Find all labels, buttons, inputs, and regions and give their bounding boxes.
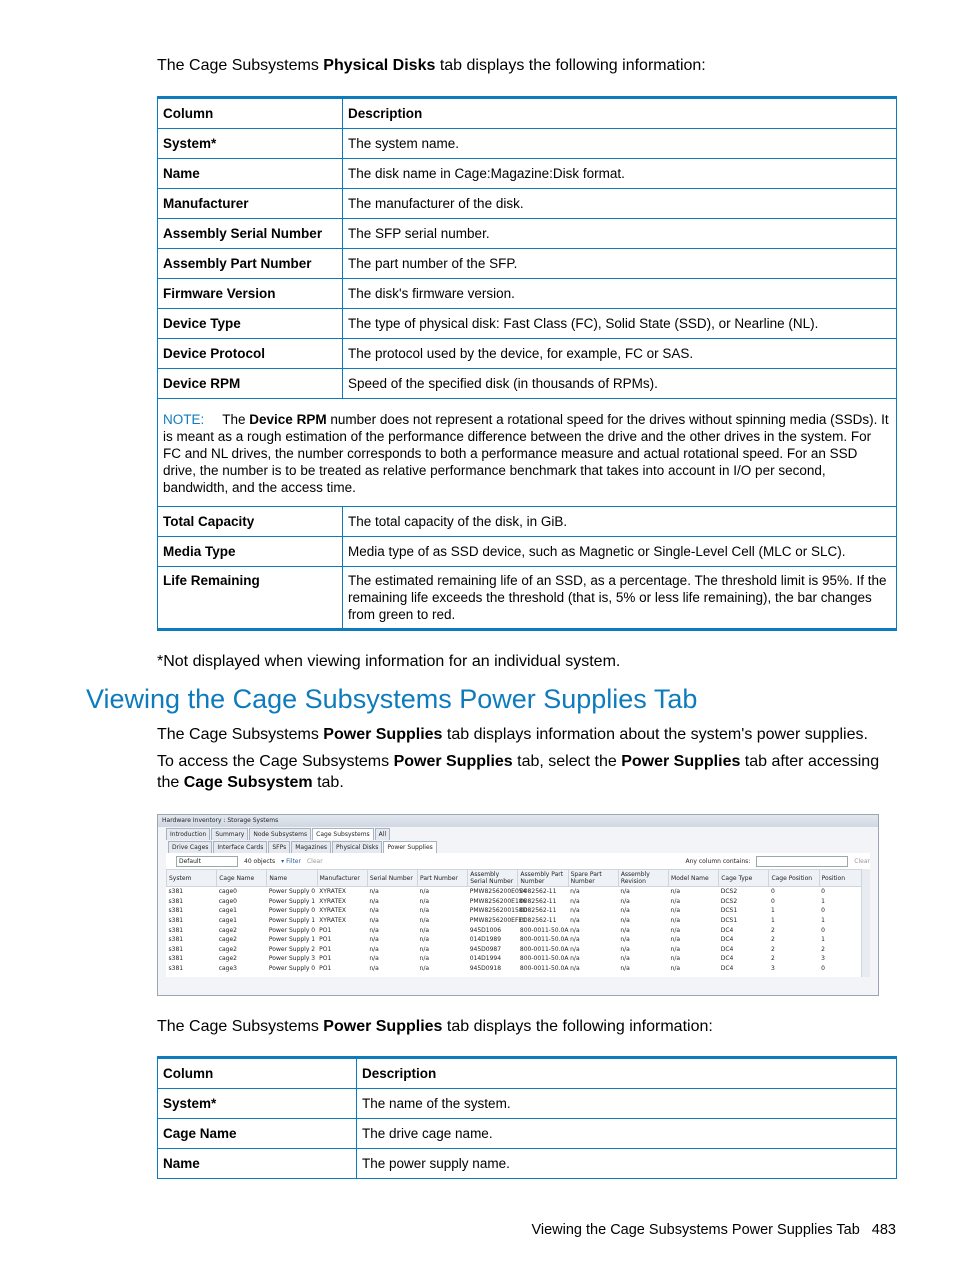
row-column: Media Type <box>158 537 343 567</box>
grid-cell: cage1 <box>218 917 237 925</box>
grid-cell: Power Supply 2 <box>268 945 316 953</box>
grid-cell: n/a <box>570 965 580 973</box>
row-description: The system name. <box>343 129 897 159</box>
grid-row[interactable] <box>167 935 870 945</box>
table-row <box>158 369 897 399</box>
grid-cell: PO1 <box>319 936 332 944</box>
grid-cell: n/a <box>570 955 580 963</box>
grid-cell: 0 <box>821 926 825 934</box>
search-group <box>686 856 870 867</box>
grid-cell: 014D1989 <box>469 936 502 944</box>
grid-cell: 0 <box>770 897 775 905</box>
clear-button[interactable]: Clear <box>306 857 323 865</box>
header-description: Description <box>343 98 897 129</box>
table-row <box>158 507 897 537</box>
para-bold: Power Supplies <box>323 726 443 743</box>
row-column: Assembly Part Number <box>158 249 343 279</box>
grid-cell: DCS2 <box>720 897 738 905</box>
grid-cell: 3 <box>770 965 775 973</box>
grid-cell: n/a <box>419 907 430 915</box>
grid-cell: 800-0011-50.0A <box>519 936 569 944</box>
grid-cell: DC4 <box>720 955 734 963</box>
grid-cell: XYRATEX <box>319 917 347 925</box>
table-row <box>158 1149 897 1179</box>
row-column: Assembly Serial Number <box>158 219 343 249</box>
clear-search-button[interactable]: Clear <box>854 857 870 865</box>
grid-cell: n/a <box>570 917 580 925</box>
grid-header-row <box>167 870 870 887</box>
table-row <box>158 309 897 339</box>
grid-cell: n/a <box>419 926 430 934</box>
row-description: The part number of the SFP. <box>343 249 897 279</box>
grid-cell: s381 <box>168 945 184 953</box>
table-row <box>158 129 897 159</box>
grid-cell: n/a <box>670 955 681 963</box>
page-number: 483 <box>871 1222 896 1238</box>
row-description: The manufacturer of the disk. <box>343 189 897 219</box>
grid-cell: Power Supply 0 <box>268 907 316 915</box>
grid-cell: s381 <box>168 907 184 915</box>
tab-interface-cards[interactable]: Interface Cards <box>213 841 267 853</box>
paragraph-access <box>157 751 897 793</box>
row-description: The disk's firmware version. <box>343 279 897 309</box>
view-select[interactable]: Default <box>176 856 238 867</box>
row-column: Life Remaining <box>158 567 343 630</box>
grid-cell: n/a <box>419 936 430 944</box>
grid-cell: n/a <box>369 965 379 973</box>
grid-column-header[interactable]: Cage Name <box>217 870 267 887</box>
intro-text: The Cage Subsystems <box>157 57 324 74</box>
grid-cell: DC4 <box>720 936 734 944</box>
row-column: Name <box>158 159 343 189</box>
row-description: The SFP serial number. <box>343 219 897 249</box>
grid-cell: cage3 <box>218 965 237 973</box>
row-description: The power supply name. <box>357 1149 897 1179</box>
screenshot-grid <box>166 869 870 977</box>
tab-summary[interactable]: Summary <box>211 828 248 840</box>
tab-drive-cages[interactable]: Drive Cages <box>168 841 212 853</box>
row-description: The estimated remaining life of an SSD, as a percentage. The threshold limit is 95%. If the remaining life exceeds the threshold (that is, 5% or less life remaining), the bar changes from green to red. <box>343 567 897 630</box>
grid-cell: cage2 <box>218 936 237 944</box>
grid-cell: n/a <box>570 936 580 944</box>
grid-cell: s381 <box>168 936 184 944</box>
grid-cell: n/a <box>670 888 681 896</box>
intro-paragraph <box>157 55 706 76</box>
grid-cell: n/a <box>670 907 681 915</box>
tab-magazines[interactable]: Magazines <box>291 841 331 853</box>
grid-column-header[interactable]: Serial Number <box>367 870 417 887</box>
grid-cell: XYRATEX <box>319 907 347 915</box>
para-text: tab after accessing the <box>157 753 880 791</box>
grid-cell: n/a <box>570 897 580 905</box>
grid-cell: 800-0011-50.0A <box>519 945 569 953</box>
screenshot-titlebar: Hardware Inventory : Storage Systems <box>158 815 878 827</box>
row-column: System* <box>158 129 343 159</box>
grid-cell: 0082562-11 <box>519 907 557 915</box>
grid-cell: 945D1006 <box>469 926 502 934</box>
row-description: The name of the system. <box>357 1089 897 1119</box>
grid-cell: n/a <box>620 955 630 963</box>
grid-cell: 2 <box>821 945 825 953</box>
grid-cell: 014D1994 <box>469 955 502 963</box>
grid-cell: 0 <box>770 888 775 896</box>
grid-cell: XYRATEX <box>319 888 347 896</box>
filter-icon: ▾ <box>281 857 285 865</box>
table-header-row <box>158 1058 897 1089</box>
grid-cell: n/a <box>670 897 681 905</box>
table-row <box>158 279 897 309</box>
grid-cell: Power Supply 0 <box>268 888 316 896</box>
grid-cell: s381 <box>168 897 184 905</box>
row-description: The protocol used by the device, for example, FC or SAS. <box>343 339 897 369</box>
grid-column-header[interactable]: Assembly Serial Number <box>468 870 518 887</box>
note-text: The <box>222 412 250 427</box>
grid-cell: n/a <box>620 926 630 934</box>
grid-cell: 800-0011-50.0A <box>519 926 569 934</box>
table-row <box>158 189 897 219</box>
table-row <box>158 537 897 567</box>
grid-cell: s381 <box>168 888 184 896</box>
tab-cage-subsystems[interactable]: Cage Subsystems <box>312 828 374 840</box>
grid-cell: 800-0011-50.0A <box>519 965 569 973</box>
grid-column-header[interactable]: Cage Position <box>769 870 819 887</box>
search-input[interactable] <box>756 856 848 867</box>
grid-cell: n/a <box>670 917 681 925</box>
grid-cell: n/a <box>369 917 379 925</box>
grid-cell: n/a <box>419 888 430 896</box>
screenshot-tabs-sub <box>158 840 878 853</box>
para-text-end: tab displays the following information: <box>442 1018 713 1035</box>
grid-cell: 2 <box>770 955 775 963</box>
grid-cell: cage2 <box>218 955 237 963</box>
grid-cell: n/a <box>419 897 430 905</box>
header-description: Description <box>357 1058 897 1089</box>
grid-cell: n/a <box>419 965 430 973</box>
grid-cell: DC4 <box>720 945 734 953</box>
row-column: Total Capacity <box>158 507 343 537</box>
power-supplies-grid <box>166 869 870 973</box>
grid-row[interactable] <box>167 897 870 907</box>
screenshot-tabs-main <box>158 827 878 840</box>
grid-cell: DCS1 <box>720 917 738 925</box>
grid-cell: 0 <box>821 965 825 973</box>
note-text-end: number does not represent a rotational speed for the drives without spinning media (SSDs). It is meant as a rough estimation of the performance difference between the drive and the other drives in the system. For FC and NL drives, the number corresponds to both a performance measure and actual rotational speed. For an SSD drive, the number is to be treated as relative performance benchmark that takes into account in I/O per second, bandwidth, and the access time. <box>163 412 889 495</box>
grid-cell: PMW8256200158D <box>469 907 528 915</box>
grid-cell: 1 <box>770 917 775 925</box>
grid-cell: PO1 <box>319 955 332 963</box>
search-label: Any column contains: <box>685 857 751 865</box>
row-description: Media type of as SSD device, such as Magnetic or Single-Level Cell (MLC or SLC). <box>343 537 897 567</box>
grid-cell: n/a <box>369 936 379 944</box>
row-column: Device Protocol <box>158 339 343 369</box>
grid-column-header[interactable]: Manufacturer <box>317 870 367 887</box>
grid-cell: 0 <box>821 888 825 896</box>
grid-column-header[interactable]: Position <box>819 870 869 887</box>
grid-cell: n/a <box>670 945 681 953</box>
grid-cell: n/a <box>369 907 379 915</box>
grid-row[interactable] <box>167 964 870 974</box>
intro-bold: Physical Disks <box>323 57 436 74</box>
grid-cell: n/a <box>620 945 630 953</box>
row-description: The total capacity of the disk, in GiB. <box>343 507 897 537</box>
grid-cell: n/a <box>620 888 630 896</box>
para-bold: Power Supplies <box>393 753 513 770</box>
grid-cell: s381 <box>168 955 184 963</box>
grid-cell: n/a <box>670 965 681 973</box>
grid-cell: n/a <box>570 907 580 915</box>
grid-cell: n/a <box>620 897 630 905</box>
grid-row[interactable] <box>167 925 870 935</box>
grid-column-header[interactable]: Part Number <box>418 870 468 887</box>
footer-title: Viewing the Cage Subsystems Power Supplies Tab <box>531 1222 860 1238</box>
para-text-end: tab displays information about the system's power supplies. <box>442 726 868 743</box>
object-count: 40 objects <box>244 857 276 865</box>
grid-cell: Power Supply 1 <box>268 917 316 925</box>
grid-cell: n/a <box>369 955 379 963</box>
grid-cell: n/a <box>369 926 379 934</box>
note-row <box>158 399 897 507</box>
grid-cell: n/a <box>570 926 580 934</box>
grid-cell: 0 <box>821 907 825 915</box>
grid-cell: Power Supply 1 <box>268 897 316 905</box>
row-description: The drive cage name. <box>357 1119 897 1149</box>
tab-all[interactable]: All <box>375 828 390 840</box>
grid-column-header[interactable]: Spare Part Number <box>568 870 618 887</box>
table-row <box>158 219 897 249</box>
grid-cell: 2 <box>770 936 775 944</box>
row-column: Device RPM <box>158 369 343 399</box>
grid-cell: 1 <box>821 917 825 925</box>
row-column: Name <box>158 1149 357 1179</box>
table-row <box>158 159 897 189</box>
grid-row[interactable] <box>167 945 870 955</box>
grid-column-header[interactable]: System <box>167 870 217 887</box>
grid-cell: n/a <box>620 936 630 944</box>
row-description: The disk name in Cage:Magazine:Disk format. <box>343 159 897 189</box>
para-bold: Power Supplies <box>621 753 741 770</box>
para-bold: Cage Subsystem <box>183 774 313 791</box>
para-text: tab, select the <box>512 753 622 770</box>
row-column: Manufacturer <box>158 189 343 219</box>
grid-cell: DCS1 <box>720 907 738 915</box>
table-row <box>158 1089 897 1119</box>
row-column: System* <box>158 1089 357 1119</box>
grid-cell: DC4 <box>720 965 734 973</box>
grid-cell: n/a <box>419 917 430 925</box>
grid-cell: n/a <box>570 888 580 896</box>
grid-cell: DCS2 <box>720 888 738 896</box>
screenshot-toolbar <box>166 853 870 869</box>
grid-row[interactable] <box>167 906 870 916</box>
grid-cell: n/a <box>670 936 681 944</box>
grid-cell: PMW8256200E186 <box>469 897 527 905</box>
row-column: Device Type <box>158 309 343 339</box>
grid-column-header[interactable]: Assembly Part Number <box>518 870 568 887</box>
grid-row[interactable] <box>167 916 870 926</box>
grid-column-header[interactable]: Assembly Revision <box>618 870 668 887</box>
filter-button[interactable] <box>281 858 301 865</box>
tab-introduction[interactable]: Introduction <box>166 828 210 840</box>
table-row <box>158 1119 897 1149</box>
table-header-row <box>158 98 897 129</box>
note-label: NOTE: <box>163 412 205 427</box>
tab-power-supplies[interactable]: Power Supplies <box>383 841 436 853</box>
tab-sfps[interactable]: SFPs <box>268 841 290 853</box>
grid-cell: cage0 <box>218 888 237 896</box>
grid-row[interactable] <box>167 954 870 964</box>
tab-physical-disks[interactable]: Physical Disks <box>332 841 382 853</box>
grid-cell: Power Supply 0 <box>268 926 316 934</box>
grid-column-header[interactable]: Model Name <box>669 870 719 887</box>
filter-label: Filter <box>286 857 301 865</box>
power-supplies-table <box>157 1056 897 1179</box>
tab-node-subsystems[interactable]: Node Subsystems <box>249 828 311 840</box>
grid-cell: 1 <box>770 907 775 915</box>
header-column: Column <box>158 98 343 129</box>
vertical-scrollbar[interactable] <box>861 869 870 977</box>
grid-cell: PO1 <box>319 926 332 934</box>
grid-cell: n/a <box>369 945 379 953</box>
row-column: Firmware Version <box>158 279 343 309</box>
section-heading: Viewing the Cage Subsystems Power Supplies Tab <box>86 684 698 714</box>
grid-cell: n/a <box>570 945 580 953</box>
grid-cell: s381 <box>168 965 184 973</box>
header-column: Column <box>158 1058 357 1089</box>
row-column: Cage Name <box>158 1119 357 1149</box>
grid-cell: cage0 <box>218 897 237 905</box>
table-row <box>158 567 897 630</box>
grid-column-header[interactable]: Cage Type <box>719 870 769 887</box>
grid-cell: PO1 <box>319 965 332 973</box>
grid-cell: n/a <box>419 945 430 953</box>
paragraph-power-supplies <box>157 724 868 745</box>
table-row <box>158 249 897 279</box>
para-text: tab. <box>312 774 344 791</box>
row-description: The type of physical disk: Fast Class (FC), Solid State (SSD), or Nearline (NL). <box>343 309 897 339</box>
para-text: The Cage Subsystems <box>157 726 324 743</box>
power-supplies-screenshot <box>157 814 879 996</box>
grid-cell: 2 <box>770 926 775 934</box>
row-description: Speed of the specified disk (in thousands of RPMs). <box>343 369 897 399</box>
grid-cell: 0082562-11 <box>519 888 557 896</box>
grid-cell: 800-0011-50.0A <box>519 955 569 963</box>
grid-cell: Power Supply 0 <box>268 965 316 973</box>
grid-cell: n/a <box>419 955 430 963</box>
note-bold: Device RPM <box>249 412 327 427</box>
grid-cell: 1 <box>821 897 825 905</box>
grid-cell: n/a <box>620 965 630 973</box>
grid-cell: n/a <box>369 888 379 896</box>
para-bold: Power Supplies <box>323 1018 443 1035</box>
grid-cell: 2 <box>770 945 775 953</box>
physical-disks-table <box>157 96 897 631</box>
grid-cell: s381 <box>168 926 184 934</box>
grid-cell: n/a <box>620 907 630 915</box>
grid-column-header[interactable]: Name <box>267 870 317 887</box>
grid-row[interactable] <box>167 887 870 897</box>
grid-cell: cage1 <box>218 907 237 915</box>
grid-cell: n/a <box>620 917 630 925</box>
grid-cell: n/a <box>369 897 379 905</box>
grid-cell: 945D0918 <box>469 965 502 973</box>
grid-body <box>167 887 870 974</box>
grid-cell: 945D0987 <box>469 945 502 953</box>
grid-cell: PMW8256200EFEC <box>469 917 527 925</box>
grid-cell: 0082562-11 <box>519 917 557 925</box>
para-text: To access the Cage Subsystems <box>157 753 394 770</box>
para-text: The Cage Subsystems <box>157 1018 324 1035</box>
grid-cell: 3 <box>821 955 825 963</box>
grid-cell: 1 <box>821 936 825 944</box>
grid-cell: PMW8256200E054 <box>469 888 527 896</box>
table-row <box>158 339 897 369</box>
grid-cell: cage2 <box>218 926 237 934</box>
footnote: *Not displayed when viewing information for an individual system. <box>157 653 621 670</box>
paragraph-following-info <box>157 1016 713 1037</box>
grid-cell: Power Supply 1 <box>268 936 316 944</box>
grid-cell: 0082562-11 <box>519 897 557 905</box>
page-footer <box>531 1222 896 1238</box>
grid-cell: PO1 <box>319 945 332 953</box>
grid-cell: s381 <box>168 917 184 925</box>
grid-cell: n/a <box>670 926 681 934</box>
grid-cell: XYRATEX <box>319 897 347 905</box>
grid-cell: Power Supply 3 <box>268 955 316 963</box>
grid-cell: DC4 <box>720 926 734 934</box>
grid-cell: cage2 <box>218 945 237 953</box>
intro-text-end: tab displays the following information: <box>435 57 706 74</box>
note-cell <box>158 399 897 507</box>
